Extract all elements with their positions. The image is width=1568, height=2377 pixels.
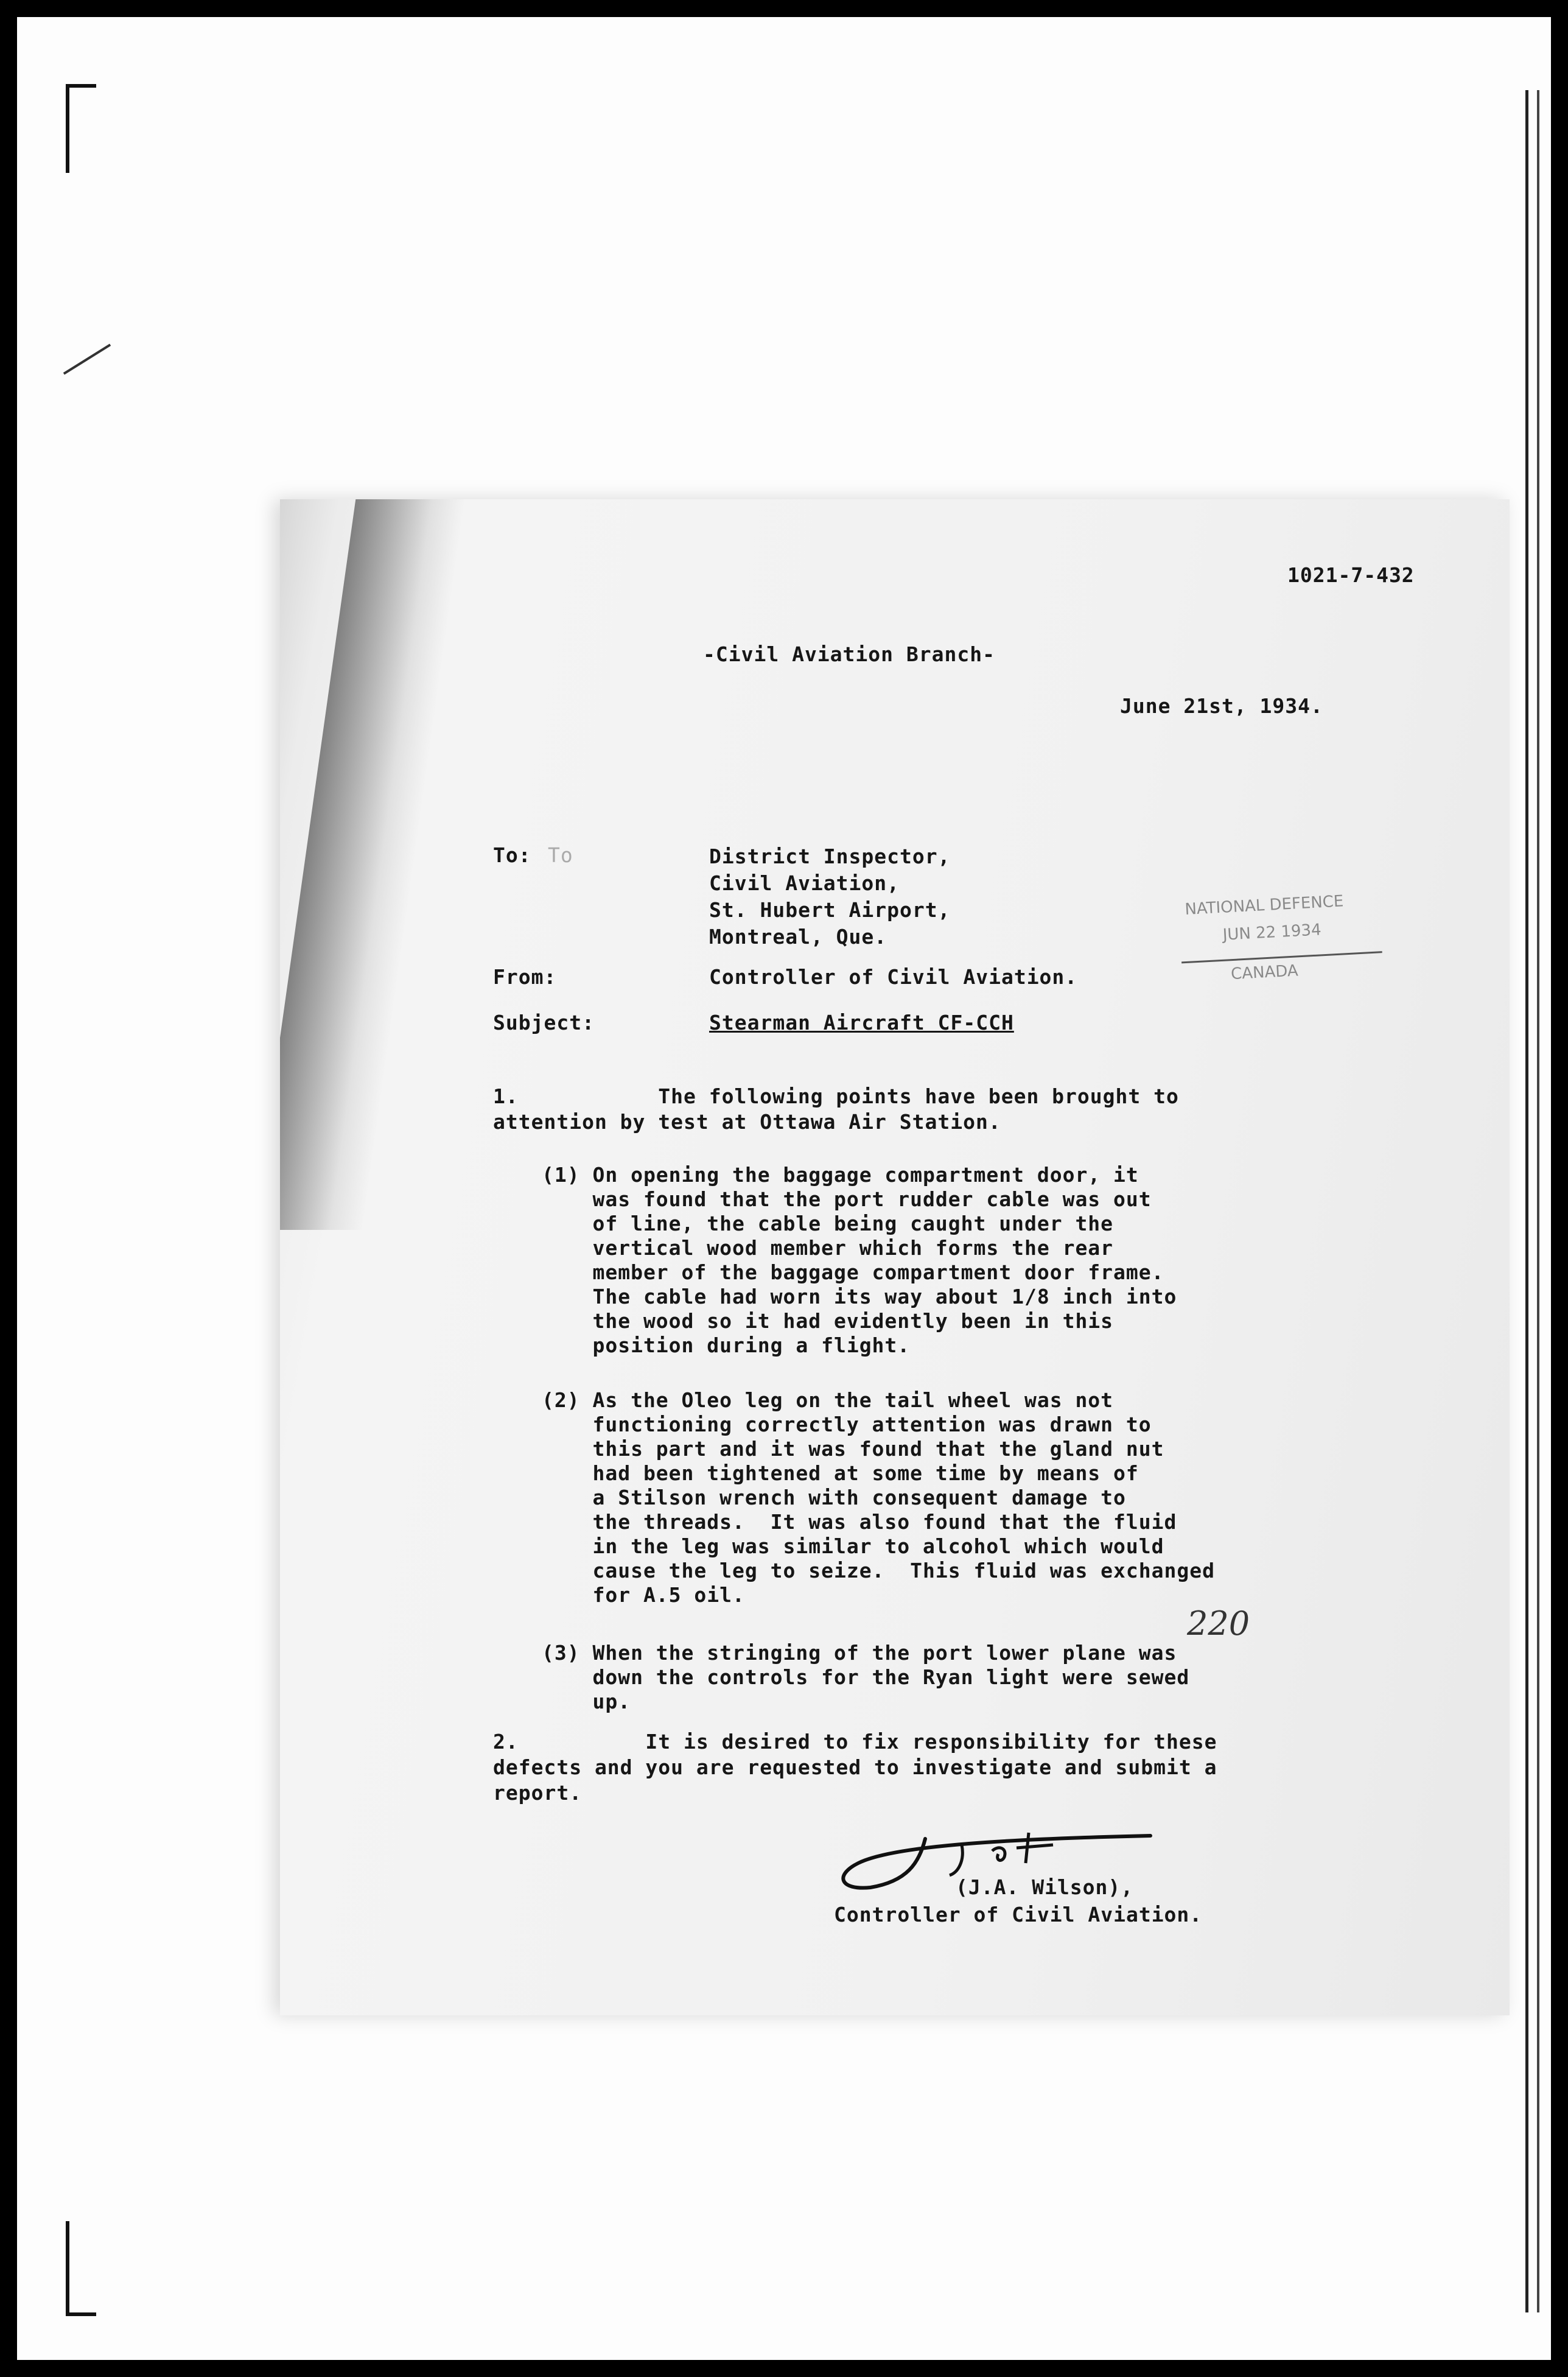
point-2: (2) As the Oleo leg on the tail wheel was not functioning correctly attention was drawn to this part and it was found that the gland nut had been tightened at some time by means of a Stilson wrench with consequent damage to the threads. It was also found that the fluid in the leg was similar to alcohol which would cause the leg to seize. This fluid was exchanged for A.5 oil. bbox=[542, 1388, 1215, 1607]
signer-name: (J.A. Wilson), bbox=[956, 1875, 1134, 1899]
crop-mark-bottom-left bbox=[66, 2221, 96, 2316]
point-3: (3) When the stringing of the port lower plane was down the controls for the Ryan light were sewed up. bbox=[542, 1641, 1190, 1713]
to-label: To: bbox=[493, 843, 531, 867]
sender: Controller of Civil Aviation. bbox=[709, 965, 1078, 989]
received-stamp bbox=[1172, 883, 1409, 1011]
handwritten-margin-note: 220 bbox=[1187, 1604, 1250, 1643]
scratch-mark bbox=[63, 343, 111, 374]
right-edge-strip bbox=[1525, 90, 1539, 2312]
recipient-address: District Inspector, Civil Aviation, St. Hubert Airport, Montreal, Que. bbox=[709, 844, 951, 949]
stamp-date: JUN 22 1934 bbox=[1222, 921, 1322, 944]
point-1: (1) On opening the baggage compartment door, it was found that the port rudder cable was out of line, the cable being caught under the vertical wood member which forms the rear member of the baggage compartment door frame. The cable had worn its way about 1/8 inch into the wood so it had evidently been in this position during a flight. bbox=[542, 1163, 1177, 1357]
branch-heading: -Civil Aviation Branch- bbox=[703, 642, 995, 666]
letter-sheet bbox=[280, 499, 1510, 2015]
letter-date: June 21st, 1934. bbox=[1120, 694, 1323, 718]
page-fold-shadow bbox=[280, 499, 465, 1230]
subject-text: Stearman Aircraft CF-CCH bbox=[709, 1011, 1014, 1034]
paragraph-1: 1. The following points have been brought to attention by test at Ottawa Air Station. bbox=[493, 1084, 1179, 1134]
subject-label: Subject: bbox=[493, 1011, 595, 1034]
stamp-line-1: NATIONAL DEFENCE bbox=[1184, 892, 1345, 919]
stamp-rule bbox=[1181, 951, 1382, 963]
from-label: From: bbox=[493, 965, 557, 989]
paragraph-2: 2. It is desired to fix responsibility for these defects and you are requested to investigate and submit a report. bbox=[493, 1730, 1217, 1805]
to-ghost-text: To bbox=[548, 843, 573, 867]
crop-mark-top-left bbox=[66, 84, 96, 173]
signer-title: Controller of Civil Aviation. bbox=[834, 1903, 1203, 1926]
reference-number: 1021-7-432 bbox=[1287, 563, 1415, 587]
stamp-line-3: CANADA bbox=[1230, 961, 1299, 984]
